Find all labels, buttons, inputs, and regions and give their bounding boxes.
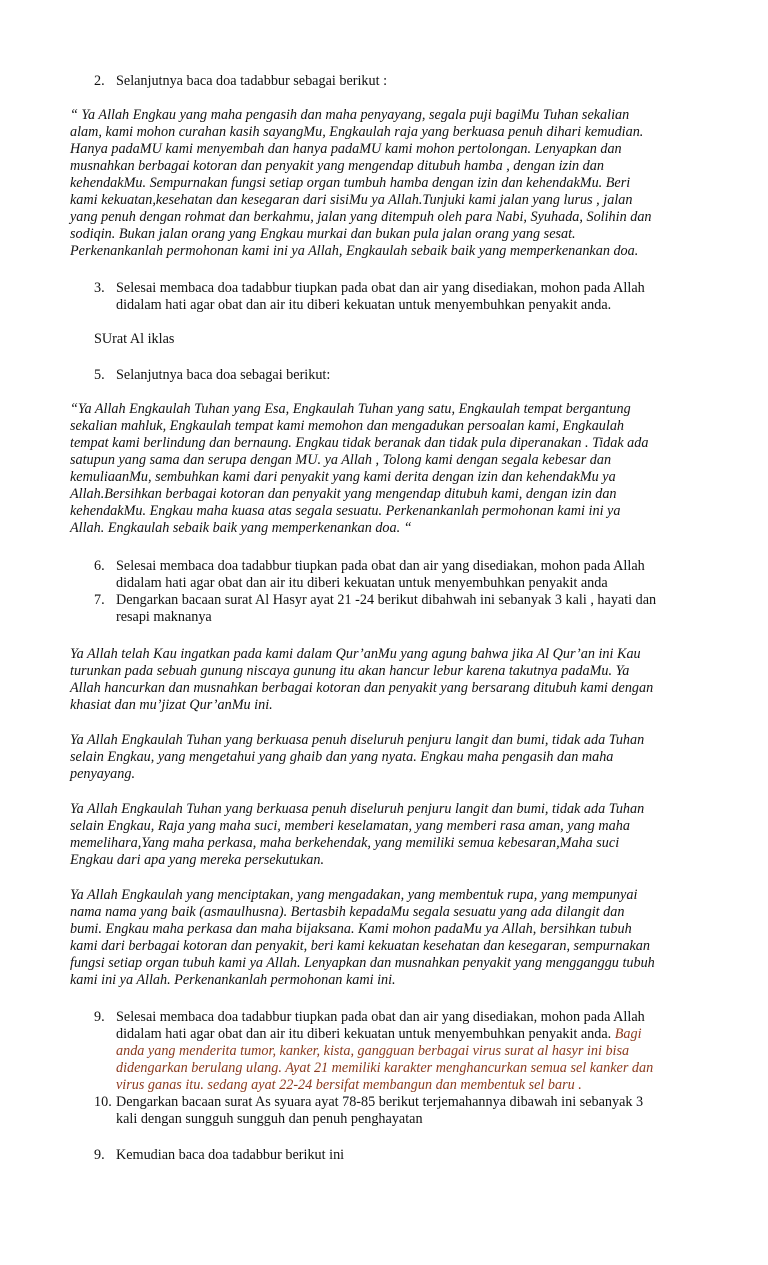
list-number: 9. <box>94 1009 105 1025</box>
list-item-text: Dengarkan bacaan surat Al Hasyr ayat 21 -24 berikut dibahwah ini sebanyak 3 kali , hayati dan <box>116 592 657 608</box>
list-item-text: didalam hati agar obat dan air itu diberi kekuatan untuk menyembuhkan penyakit anda <box>116 575 608 591</box>
note-text: Bagi <box>614 1026 642 1042</box>
note-text: didengarkan berulang ulang. Ayat 21 memiliki karakter menghancurkan semua sel kanker dan <box>116 1060 654 1076</box>
list-number: 7. <box>94 592 105 608</box>
list-number: 2. <box>94 73 105 89</box>
list-item-text: Kemudian baca doa tadabbur berikut ini <box>116 1147 345 1163</box>
list-item-text: Dengarkan bacaan surat As syuara ayat 78-85 berikut terjemahannya dibawah ini sebanyak 3 <box>116 1094 644 1110</box>
list-number: 3. <box>94 280 105 296</box>
note-text: virus ganas itu. sedang ayat 22-24 bersifat membangun dan membentuk sel baru . <box>116 1077 582 1093</box>
section-heading: SUrat Al iklas <box>94 331 175 347</box>
list-number: 6. <box>94 558 105 574</box>
list-item-text: kali dengan sungguh sungguh dan penuh penghayatan <box>116 1111 423 1127</box>
note-text: anda yang menderita tumor, kanker, kista, gangguan berbagai virus surat al hasyr ini bisa <box>116 1043 630 1059</box>
list-number: 10. <box>94 1094 112 1110</box>
list-item-text: resapi maknanya <box>116 609 212 625</box>
list-item-text: didalam hati agar obat dan air itu diberi kekuatan untuk menyembuhkan penyakit anda. Bagi <box>116 1026 642 1042</box>
list-number: 9. <box>94 1147 105 1163</box>
list-item-text: Selesai membaca doa tadabbur tiupkan pada obat dan air yang disediakan, mohon pada Allah <box>116 558 645 574</box>
list-item-text: Selesai membaca doa tadabbur tiupkan pada obat dan air yang disediakan, mohon pada Allah <box>116 1009 645 1025</box>
list-item-text: Selanjutnya baca doa tadabbur sebagai berikut : <box>116 73 388 89</box>
document-page: 2. Selanjutnya baca doa tadabbur sebagai berikut : “ Ya Allah Engkau yang maha pengasih dan maha penyayang, segala puji bagiMu Tuhan sekalian alam, kami mohon curahan kasih sayangMu, Engkaulah raja yang berkuasa penuh dihari kemudian. Hanya padaMU kami menyembah dan hanya padaMU kami mohon pertolongan. Lenyapkan dan musnahkan berbagai kotoran dan penyakit yang mengendap ditubuh hamba , dengan izin dan kehendakMu. Sempurnakan fungsi setiap organ tumbuh hamba dengan izin dan kehendakMu. Beri kami kekuatan,kesehatan dan kesegaran dari sisiMu ya Allah.Tunjuki kami jalan yang lurus , jalan yang penuh dengan rohmat dan berkahmu, jalan yang ditempuh oleh para Nabi, Syuhada, Solihin dan sodiqin. Bukan jalan orang yang Engkau murkai dan bukan pula jalan orang yang sesat. Perkenankanlah permohonan kami ini ya Allah, Engkaulah sebaik baik yang memperkenankan doa. 3. Selesai membaca doa tadabbur tiupkan pada obat dan air yang disediakan, mohon pada Allah didalam hati agar obat dan air itu diberi kekuatan untuk menyembuhkan penyakit anda. SUrat Al iklas 5. Selanjutnya baca doa sebagai berikut: “Ya Allah Engkaulah Tuhan yang Esa, Engkaulah Tuhan yang satu, Engkaulah tempat bergantung sekalian mahluk, Engkaulah tempat kami memohon dan mengadukan persoalan kami, Engkaulah tempat kami berlindung dan bernaung. Engkau tidak beranak dan tidak pula diperanakan . Tidak ada satupun yang sama dan serupa dengan MU. ya Allah , Tolong kami dengan segala kebesar dan kemuliaanMu, sembuhkan kami dari penyakit yang kami derita dengan izin dan kehendakMu ya Allah.Bersihkan berbagai kotoran dan penyakit yang mengendap ditubuh kami, dengan izin dan kehendakMu. Engkau maha kuasa atas segala sesuatu. Perkenankanlah permohonan kami ini ya Allah. Engkaulah sebaik baik yang memperkenankan doa. “ 6. Selesai membaca doa tadabbur tiupkan pada obat dan air yang disediakan, mohon pada Allah didalam hati agar obat dan air itu diberi kekuatan untuk menyembuhkan penyakit anda 7. Dengarkan bacaan surat Al Hasyr ayat 21 -24 berikut dibahwah ini sebanyak 3 kali , hayati dan resapi maknanya Ya Allah telah Kau ingatkan pada kami dalam Qur’anMu yang agung bahwa jika Al Qur’an ini Kau turunkan pada sebuah gunung niscaya gunung itu akan hancur lebur karena takutnya padaMu. Ya Allah hancurkan dan musnahkan berbagai kotoran dan penyakit yang bersarang ditubuh kami dengan khasiat dan mu’jizat Qur’anMu ini. Ya Allah Engkaulah Tuhan yang berkuasa penuh diseluruh penjuru langit dan bumi, tidak ada Tuhan selain Engkau, yang mengetahui yang ghaib dan yang nyata. Engkau maha pengasih dan maha penyayang. Ya Allah Engkaulah Tuhan yang berkuasa penuh diseluruh penjuru langit dan bumi, tidak ada Tuhan selain Engkau, Raja yang maha suci, memberi keselamatan, yang memberi rasa aman, yang maha memelihara,Yang maha perkasa, maha berkehendak, yang memiliki semua kebesaran,Maha suci Engkau dari apa yang mereka persekutukan. Ya Allah Engkaulah yang menciptakan, yang mengadakan, yang membentuk rupa, yang mempunyai nama nama yang baik (asmaulhusna). Bertasbih kepadaMu segala sesuatu yang ada dilangit dan bumi. Engkau maha perkasa dan maha bijaksana. Kami mohon padaMu ya Allah, bersihkan tubuh kami dari berbagai kotoran dan penyakit, beri kami kekuatan kesehatan dan kesegaran, sempurnakan fungsi setiap organ tubuh kami ya Allah. Lenyapkan dan musnahkan penyakit yang mengganggu tubuh kami ini ya Allah. Perkenankanlah permohonan kami ini. 9. Selesai membaca doa tadabbur tiupkan pada obat dan air yang disediakan, mohon pada Allah didalam hati agar obat dan air itu diberi kekuatan untuk menyembuhkan penyakit anda. Bagi anda yang menderita tumor, kanker, kista, gangguan berbagai virus surat al hasyr ini bisa didengarkan berulang ulang. Ayat 21 memiliki karakter menghancurkan semua sel kanker dan virus ganas itu. sedang ayat 22-24 bersifat membangun dan membentuk sel baru . 10. Dengarkan bacaan surat As syuara ayat 78-85 berikut terjemahannya dibawah ini sebanyak 3 kali dengan sungguh sungguh dan penuh penghayatan 9. Kemudian baca doa tadabbur berikut ini <box>70 73 657 1163</box>
list-item-text: Selesai membaca doa tadabbur tiupkan pada obat dan air yang disediakan, mohon pada Allah <box>116 280 645 296</box>
list-number: 5. <box>94 367 105 383</box>
list-item-text: Selanjutnya baca doa sebagai berikut: <box>116 367 331 383</box>
list-item-text: didalam hati agar obat dan air itu diberi kekuatan untuk menyembuhkan penyakit anda. <box>116 297 612 313</box>
